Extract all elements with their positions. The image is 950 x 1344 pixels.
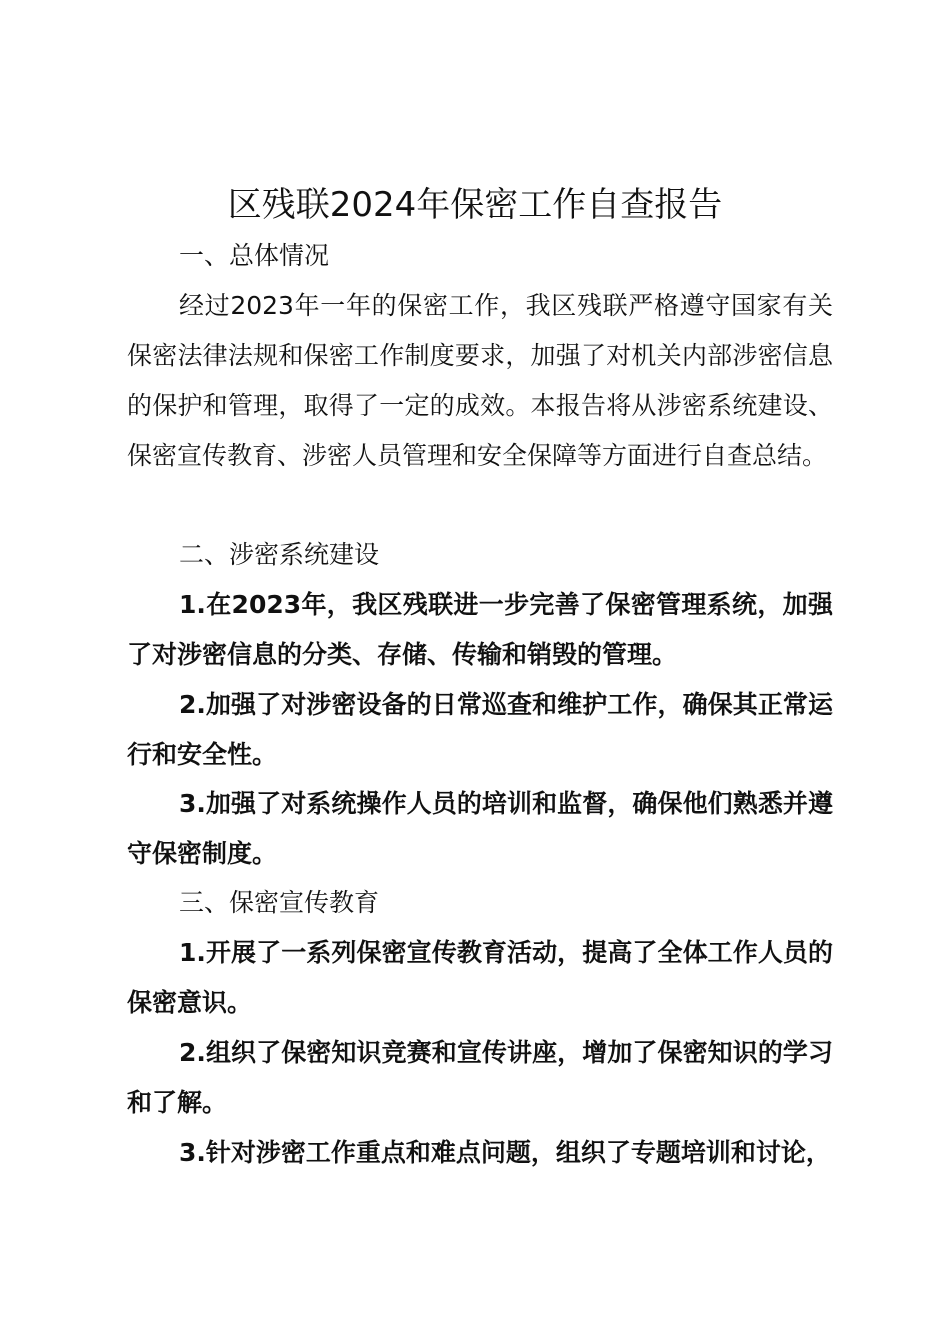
- education-item-2: 2.组织了保密知识竞赛和宣传讲座，增加了保密知识的学习和了解。: [127, 1038, 833, 1117]
- section-heading-system: 二、涉密系统建设: [179, 540, 380, 569]
- section-heading-overview: 一、总体情况: [179, 241, 330, 270]
- system-item-1: 1.在2023年，我区残联进一步完善了保密管理系统，加强了对涉密信息的分类、存储、传输和销毁的管理。: [127, 590, 833, 669]
- education-item-3: 3.针对涉密工作重点和难点问题，组织了专题培训和讨论，: [179, 1138, 831, 1167]
- overview-paragraph: 经过2023年一年的保密工作，我区残联严格遵守国家有关保密法律法规和保密工作制度要求，加强了对机关内部涉密信息的保护和管理，取得了一定的成效。本报告将从涉密系统建设、保密宣传教育、涉密人员管理和安全保障等方面进行自查总结。: [127, 291, 833, 470]
- section-heading-education: 三、保密宣传教育: [179, 888, 380, 917]
- education-item-1: 1.开展了一系列保密宣传教育活动，提高了全体工作人员的保密意识。: [127, 938, 833, 1017]
- document-title: 区残联2024年保密工作自查报告: [227, 185, 723, 225]
- system-item-2: 2.加强了对涉密设备的日常巡查和维护工作，确保其正常运行和安全性。: [127, 690, 833, 769]
- system-item-3: 3.加强了对系统操作人员的培训和监督，确保他们熟悉并遵守保密制度。: [127, 789, 833, 868]
